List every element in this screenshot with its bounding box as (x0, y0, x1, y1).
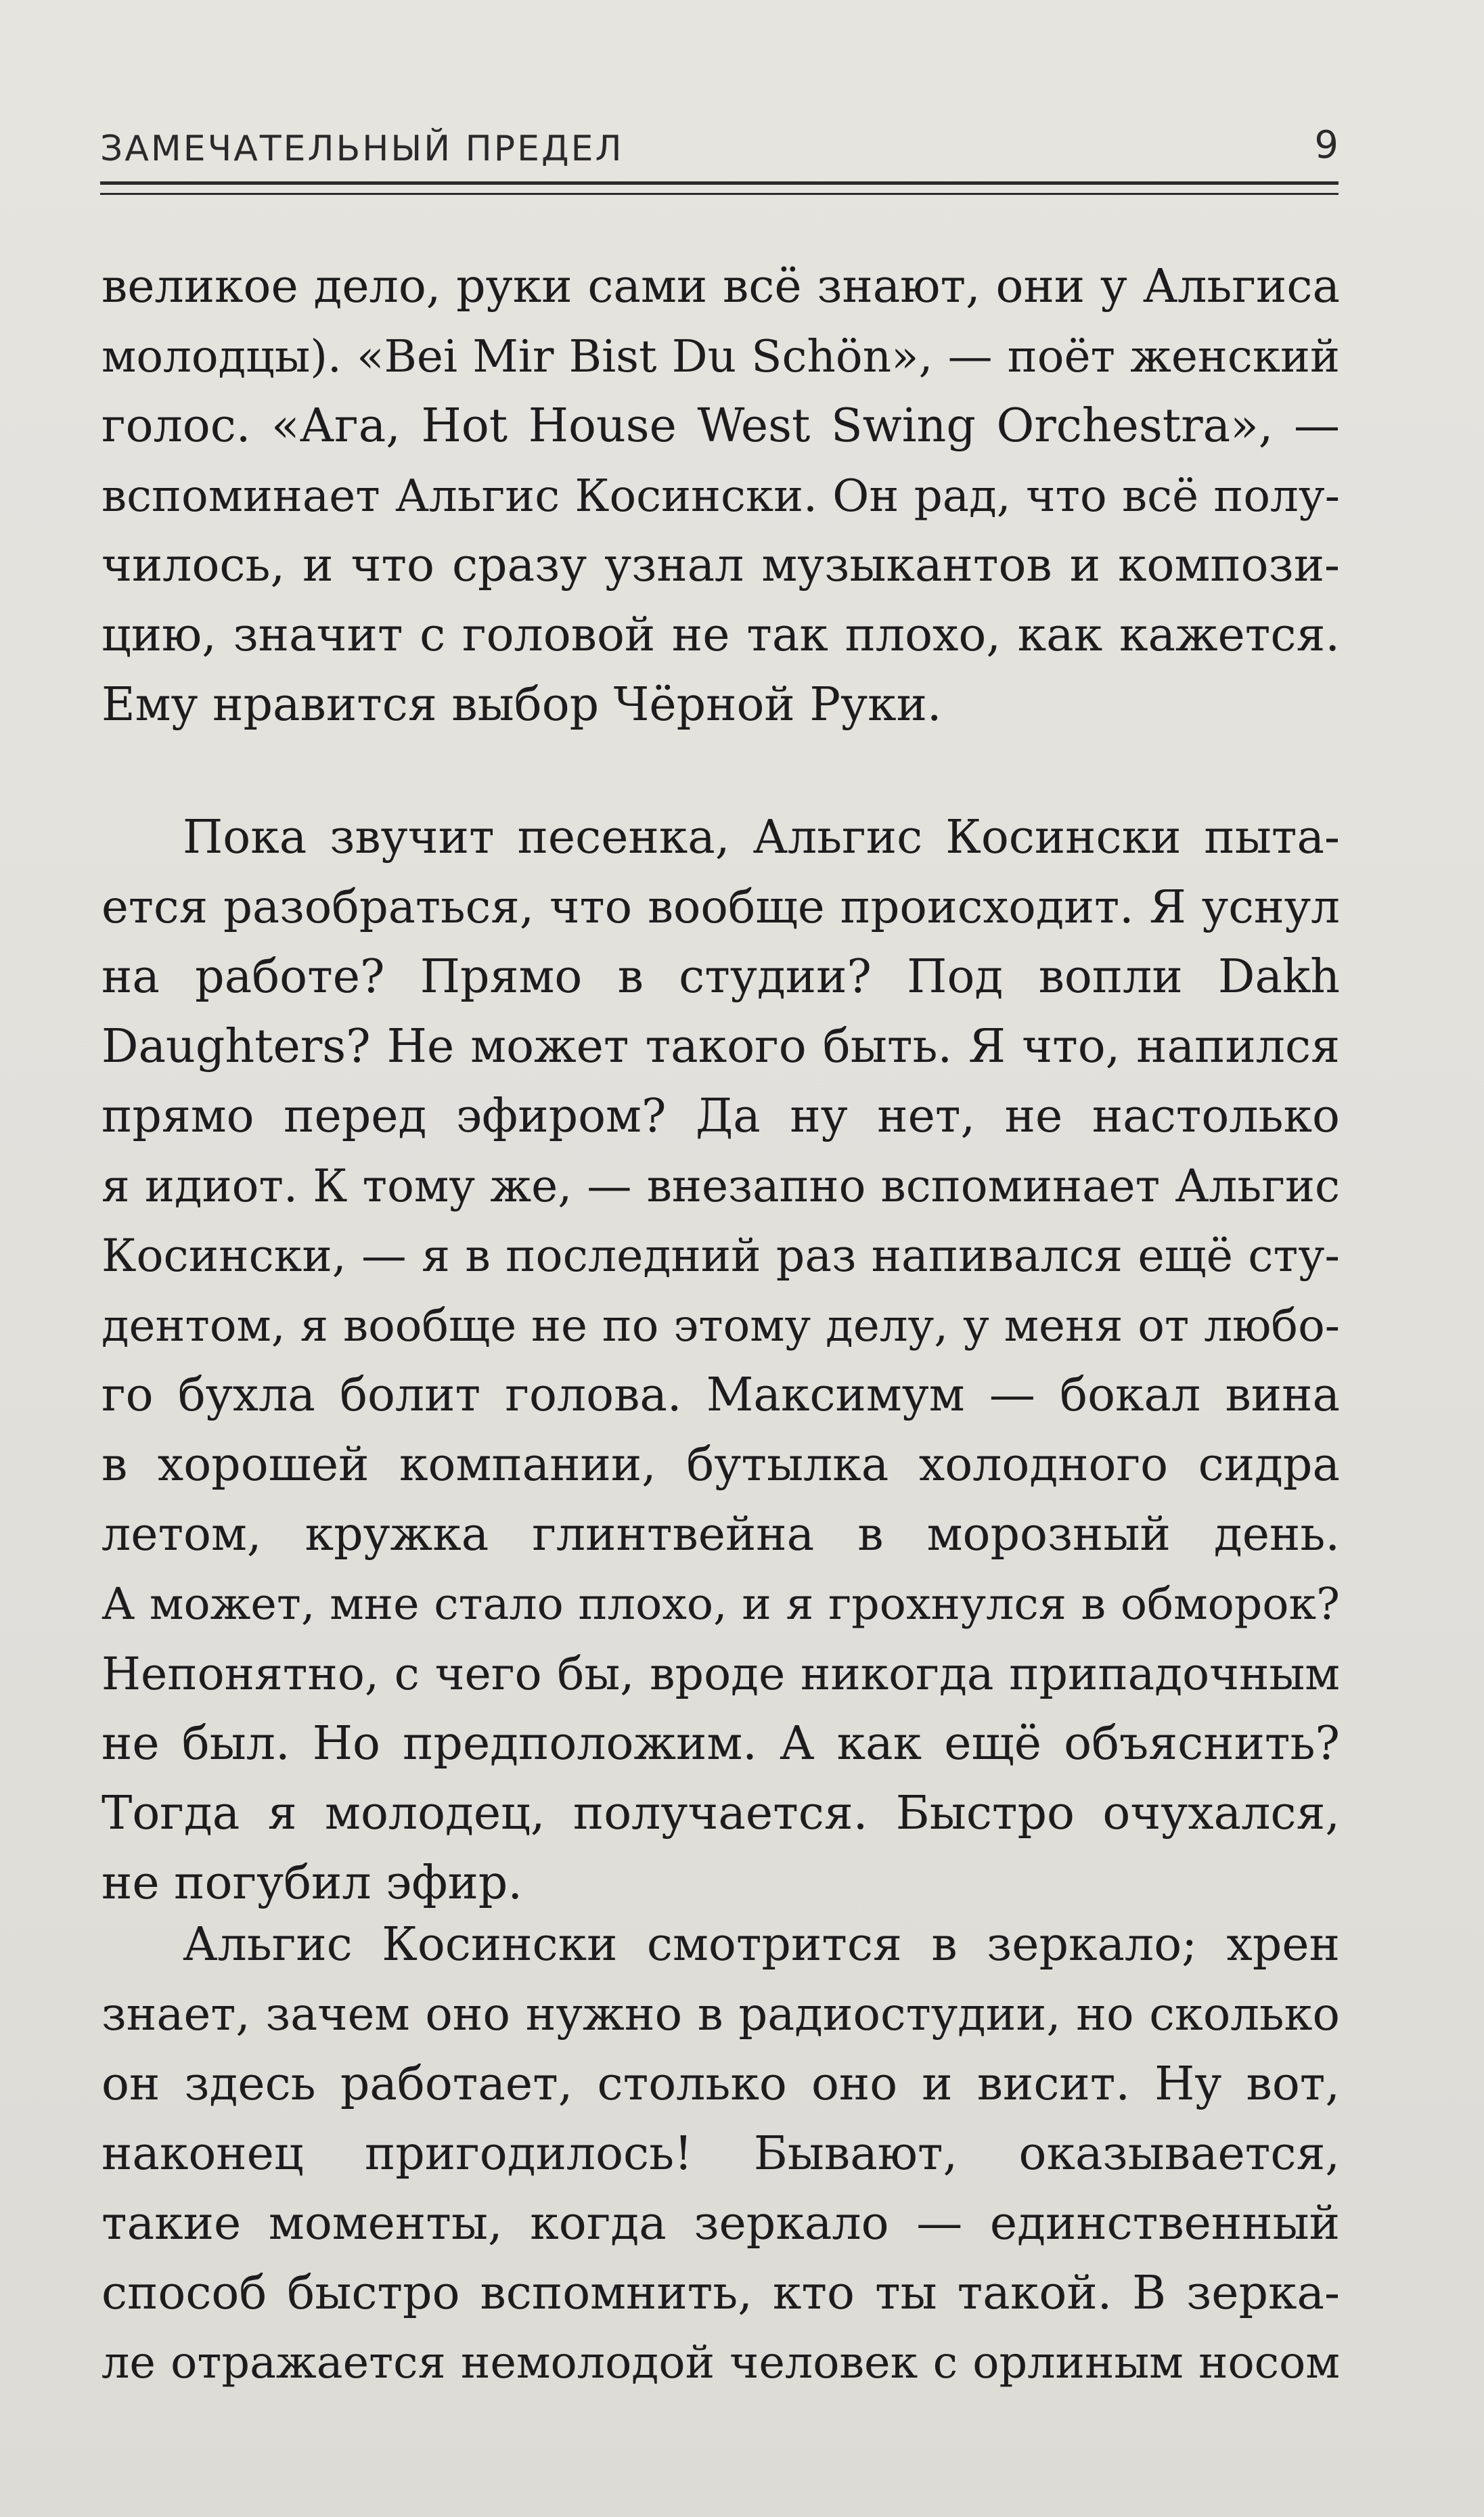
text-line: А может, мне стало плохо, и я грохнулся в обморок? (102, 1579, 1340, 1630)
text-line: голос. «Ага, Hot House West Swing Orchestra», — (102, 399, 1340, 453)
text-line: такие моменты, когда зеркало — единственный (102, 2197, 1340, 2250)
text-line: цию, значит с головой не так плохо, как кажется. (102, 608, 1340, 662)
text-line: го бухла болит голова. Максимум — бокал вина (102, 1368, 1340, 1422)
text-line: прямо перед эфиром? Да ну нет, не настолько (102, 1090, 1340, 1143)
text-line: Тогда я молодец, получается. Быстро очухался, (102, 1787, 1340, 1840)
text-line: он здесь работает, столько оно и висит. Ну вот, (102, 2057, 1340, 2111)
text-line: ле отражается немолодой человек с орлиным носом (102, 2338, 1340, 2388)
text-line: летом, кружка глинтвейна в морозный день. (102, 1508, 1340, 1561)
text-line: Непонятно, с чего бы, вроде никогда припадочным (102, 1647, 1340, 1700)
text-line: Daughters? Не может такого быть. Я что, напился (102, 1020, 1340, 1073)
page-number: 9 (1314, 123, 1339, 167)
text-line: я идиот. К тому же, — внезапно вспоминает Альгис (102, 1160, 1340, 1212)
text-line: великое дело, руки сами всё знают, они у Альгиса (102, 260, 1340, 313)
text-line: ется разобраться, что вообще происходит. Я уснул (102, 881, 1340, 933)
text-line: чилось, и что сразу узнал музыкантов и компози- (102, 539, 1340, 592)
paragraph-2 (102, 803, 1340, 1918)
text-line: молодцы). «Bei Mir Bist Du Schön», — поёт женский (102, 330, 1340, 382)
text-line: Ему нравится выбор Чёрной Руки. (102, 678, 942, 732)
header-rule-thin (100, 193, 1339, 195)
text-line: на работе? Прямо в студии? Под вопли Dakh (102, 950, 1340, 1004)
paragraph-3 (102, 1910, 1340, 2398)
text-line: дентом, я вообще не по этому делу, у меня от любо- (102, 1299, 1340, 1352)
text-line: не погубил эфир. (102, 1856, 522, 1910)
running-head (100, 114, 1339, 179)
text-line: Альгис Косински смотрится в зеркало; хрен (183, 1918, 1340, 1972)
header-rule-thick (100, 181, 1339, 185)
text-line: наконец пригодилось! Бывают, оказывается, (102, 2127, 1340, 2181)
text-line: вспоминает Альгис Косински. Он рад, что всё полу- (102, 470, 1340, 522)
text-line: в хорошей компании, бутылка холодного сидра (102, 1438, 1340, 1492)
text-line: Косински, — я в последний раз напивался ещё сту- (102, 1229, 1340, 1282)
text-line: не был. Но предположим. А как ещё объяснить? (102, 1717, 1340, 1770)
paragraph-1 (102, 252, 1340, 740)
text-line: знает, зачем оно нужно в радиостудии, но сколько (102, 1988, 1340, 2041)
running-title: ЗАМЕЧАТЕЛЬНЫЙ ПРЕДЕЛ (100, 129, 624, 169)
text-line: способ быстро вспомнить, кто ты такой. В зерка- (102, 2267, 1340, 2320)
text-line: Пока звучит песенка, Альгис Косински пыта- (183, 811, 1340, 864)
